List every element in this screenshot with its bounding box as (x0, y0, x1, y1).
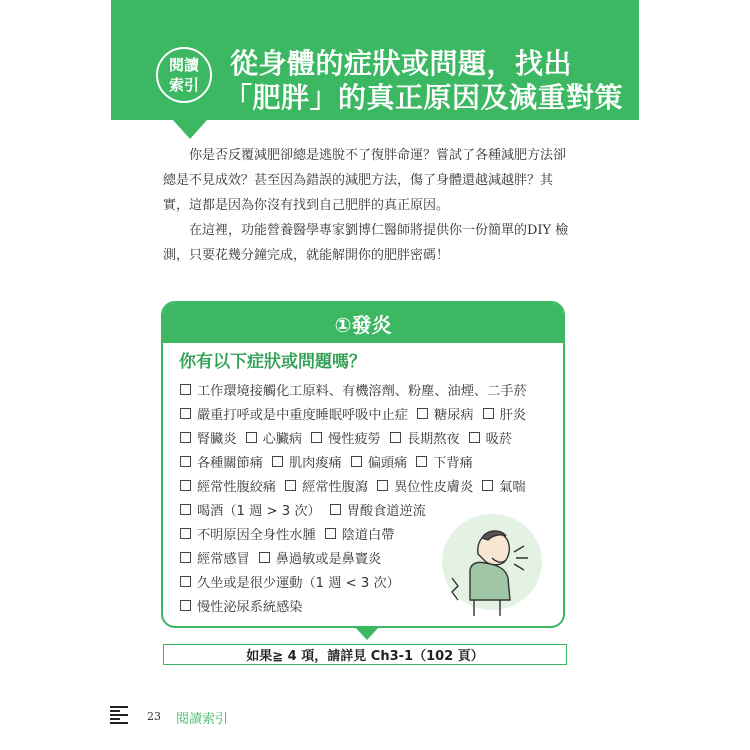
checklist-item-label: 異位性皮膚炎 (394, 479, 474, 495)
checklist-item-label: 不明原因全身性水腫 (197, 527, 316, 543)
checklist-item (469, 428, 512, 447)
intro-text (163, 143, 571, 268)
footer-lines-icon (110, 706, 128, 728)
intro-paragraph-1: 你是否反覆減肥卻總是逃脫不了復胖命運？嘗試了各種減肥方法卻總是不見成效？甚至因為錯誤的減肥方法，傷了身體還越減越胖？其實，這都是因為你沒有找到自己肥胖的真正原因。 (163, 148, 567, 213)
checklist-item-label: 各種關節痛 (197, 455, 263, 471)
checklist-item (180, 428, 237, 447)
checkbox-icon[interactable] (417, 408, 428, 419)
header-banner-pointer (172, 119, 208, 139)
checkbox-icon[interactable] (483, 408, 494, 419)
checklist-item-label: 下背痛 (433, 455, 473, 471)
checklist-row (180, 425, 565, 449)
checklist-row (180, 449, 565, 473)
result-note: 如果≧ 4 項，請詳見 Ch3-1（102 頁） (163, 644, 567, 665)
checkbox-icon[interactable] (180, 456, 191, 467)
checkbox-icon[interactable] (180, 504, 191, 515)
footer-section-name: 閱讀索引 (176, 712, 229, 727)
checklist-item (259, 548, 382, 567)
checklist-item-label: 長期熬夜 (406, 431, 460, 447)
checklist-pointer (355, 627, 379, 640)
checkbox-icon[interactable] (180, 528, 191, 539)
checkbox-icon[interactable] (180, 384, 191, 395)
checkbox-icon[interactable] (311, 432, 322, 443)
checklist-row (180, 401, 565, 425)
checklist-item (325, 524, 395, 543)
checklist-item-label: 陰道白帶 (341, 527, 395, 543)
checklist-item-label: 糖尿病 (434, 407, 474, 423)
checklist-item-label: 慢性疲勞 (328, 431, 381, 447)
checklist-item (180, 548, 250, 567)
checkbox-icon[interactable] (180, 432, 191, 443)
checklist-item-label: 氣喘 (499, 479, 526, 495)
badge-line-1: 閱讀 (168, 56, 199, 74)
checklist-item (351, 452, 408, 471)
checkbox-icon[interactable] (390, 432, 401, 443)
intro-paragraph-2: 在這裡，功能營養醫學專家劉博仁醫師將提供你一份簡單的DIY 檢測，只要花幾分鐘完成，就能解開你的肥胖密碼！ (163, 223, 569, 263)
checkbox-icon[interactable] (259, 552, 270, 563)
checklist-item (180, 404, 408, 423)
checklist-question: 你有以下症狀或問題嗎？ (179, 352, 366, 372)
checklist-item (390, 428, 460, 447)
checklist-row (180, 473, 565, 497)
checklist-item (482, 476, 525, 495)
checklist-item (272, 452, 342, 471)
checklist-item (180, 500, 321, 519)
checkbox-icon[interactable] (272, 456, 283, 467)
checklist-item (417, 404, 474, 423)
checklist-item (180, 476, 276, 495)
checklist-heading: ①發炎 (163, 303, 563, 343)
checklist-item (483, 404, 526, 423)
checklist-item-label: 鼻過敏或是鼻竇炎 (275, 551, 382, 567)
checklist-item (180, 452, 263, 471)
checklist-item (330, 500, 426, 519)
checklist-item-label: 肝炎 (499, 407, 526, 423)
page-title-line-1: 從身體的症狀或問題，找出 (230, 47, 573, 80)
checklist-item (180, 380, 527, 399)
page-number: 23 (147, 710, 161, 723)
checklist-item (246, 428, 303, 447)
reading-index-badge (156, 47, 212, 103)
checklist-item-label: 吸菸 (485, 431, 512, 447)
checklist-item-label: 肌肉痠痛 (288, 455, 342, 471)
checklist-item-label: 腎臟炎 (197, 431, 237, 447)
checkbox-icon[interactable] (180, 408, 191, 419)
checkbox-icon[interactable] (285, 480, 296, 491)
checklist-item-label: 喝酒（1 週 > 3 次） (197, 503, 321, 519)
checklist-item-label: 胃酸食道逆流 (346, 503, 426, 519)
checklist-item (311, 428, 381, 447)
checklist-item-label: 心臟病 (262, 431, 303, 447)
checkbox-icon[interactable] (482, 480, 493, 491)
checklist-item-label: 慢性泌尿系統感染 (197, 599, 303, 615)
badge-line-2: 索引 (168, 76, 199, 94)
checkbox-icon[interactable] (180, 576, 191, 587)
page-title-line-2: 「肥胖」的真正原因及減重對策 (224, 81, 624, 114)
checklist-item (285, 476, 368, 495)
checkbox-icon[interactable] (246, 432, 257, 443)
checklist-item-label: 偏頭痛 (367, 455, 408, 471)
checklist-item (180, 596, 303, 615)
checklist-item-label: 經常性腹絞痛 (197, 479, 277, 495)
checklist-item-label: 嚴重打呼或是中重度睡眠呼吸中止症 (197, 407, 408, 423)
coughing-man-illustration (430, 500, 550, 620)
checklist-row (180, 377, 565, 401)
checkbox-icon[interactable] (377, 480, 388, 491)
checklist-item-label: 工作環境接觸化工原料、有機溶劑、粉塵、油煙、二手菸 (197, 383, 527, 399)
checklist-item (180, 524, 316, 543)
checkbox-icon[interactable] (180, 600, 191, 611)
checklist-item (416, 452, 473, 471)
checkbox-icon[interactable] (469, 432, 480, 443)
checklist-item-label: 經常性腹瀉 (302, 479, 369, 495)
checklist-item-label: 經常感冒 (197, 551, 250, 567)
checklist-item (377, 476, 473, 495)
checklist-item (180, 572, 400, 591)
checkbox-icon[interactable] (330, 504, 341, 515)
checkbox-icon[interactable] (325, 528, 336, 539)
checklist-item-label: 久坐或是很少運動（1 週 < 3 次） (197, 575, 400, 591)
checkbox-icon[interactable] (416, 456, 427, 467)
checkbox-icon[interactable] (180, 552, 191, 563)
checkbox-icon[interactable] (351, 456, 362, 467)
checkbox-icon[interactable] (180, 480, 191, 491)
